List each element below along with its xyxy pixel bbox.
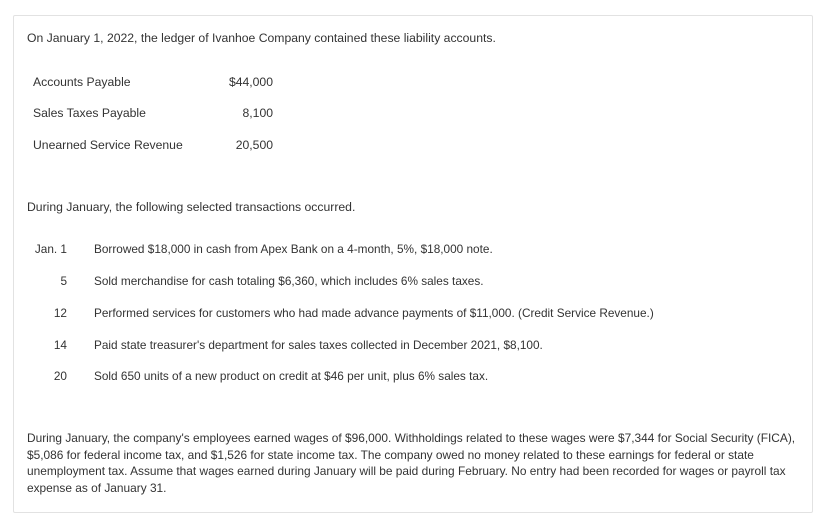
ledger-amount: 8,100 [242,106,273,120]
ledger-row-accounts-payable [33,74,273,90]
transaction-date: 5 [60,274,67,288]
ledger-account: Accounts Payable [33,75,131,89]
transactions-intro: During January, the following selected transactions occurred. [27,200,356,214]
ledger-row-unearned-service-revenue [33,137,273,153]
transaction-date: 14 [53,338,67,352]
transaction-date: Jan. 1 [34,242,67,256]
transaction-desc: Paid state treasurer's department for sales taxes collected in December 2021, $8,100. [94,338,543,352]
ledger-row-sales-taxes-payable [33,105,273,121]
transaction-row [33,305,793,321]
transaction-row [33,241,793,257]
transaction-row [33,337,793,353]
transaction-date: 12 [53,306,67,320]
transaction-desc: Borrowed $18,000 in cash from Apex Bank on a 4-month, 5%, $18,000 note. [94,242,493,256]
transaction-desc: Performed services for customers who had made advance payments of $11,000. (Credit Service Revenue.) [94,306,654,320]
wages-paragraph: During January, the company's employees earned wages of $96,000. Withholdings related to these wages were $7,344 for Social Security (FICA), $5,086 for federal income tax, and $1,526 for state income tax. The company owed no money related to these earnings for federal or state unemployment tax. Assume that wages earned during January will be paid during February. No entry had been recorded for wages or payroll tax expense as of January 31. [27,431,796,495]
ledger-account: Sales Taxes Payable [33,106,146,120]
ledger-amount: $44,000 [228,75,273,89]
transaction-desc: Sold 650 units of a new product on credit at $46 per unit, plus 6% sales tax. [94,369,489,383]
transaction-desc: Sold merchandise for cash totaling $6,360, which includes 6% sales taxes. [94,274,484,288]
problem-card [13,15,813,513]
transaction-date: 20 [53,369,67,383]
transaction-row [33,368,793,384]
ledger-account: Unearned Service Revenue [33,138,183,152]
ledger-amount: 20,500 [235,138,273,152]
intro-text: On January 1, 2022, the ledger of Ivanhoe Company contained these liability accounts. [27,31,496,45]
transaction-row [33,273,793,289]
